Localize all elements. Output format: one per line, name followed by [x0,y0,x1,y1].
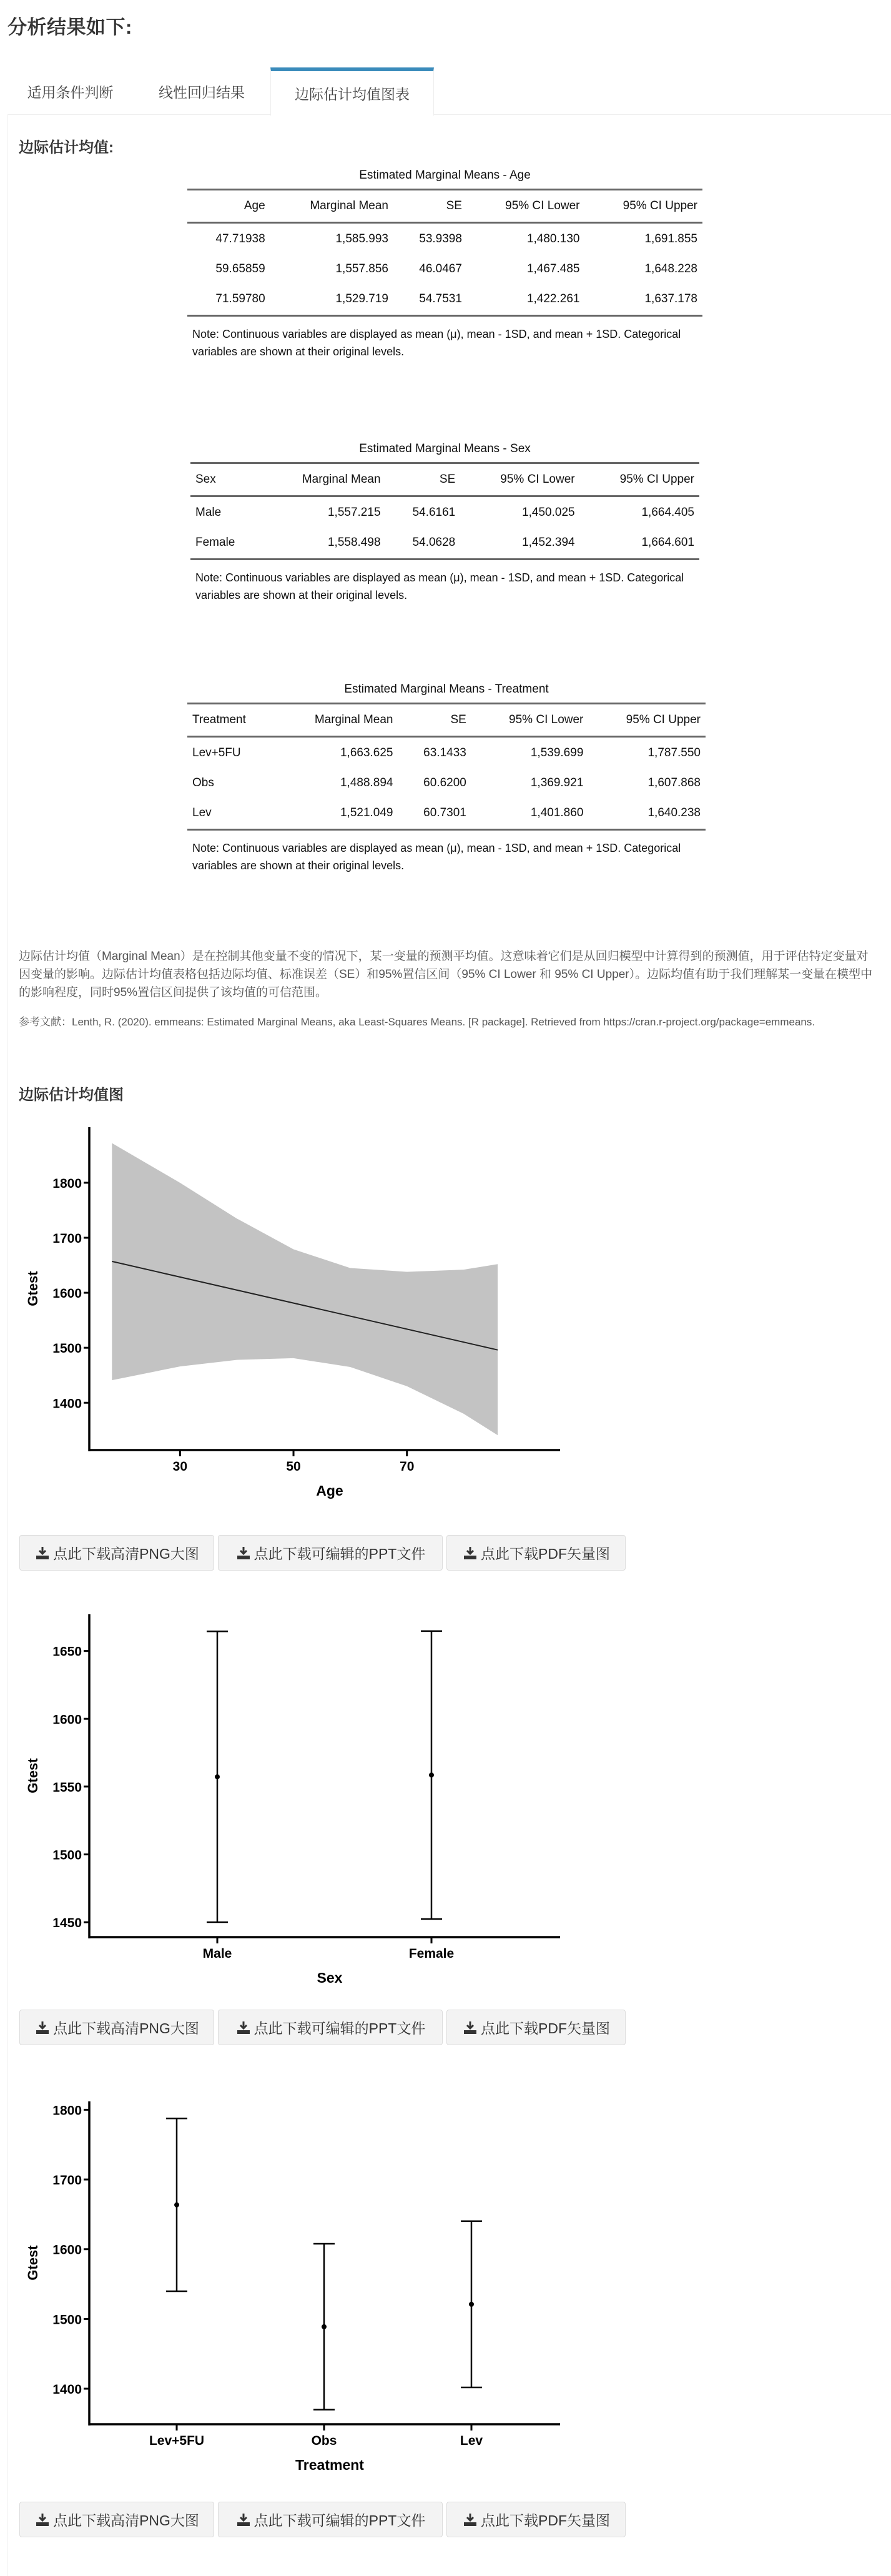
col-header: SE [439,473,456,486]
x-tick-label: Female [408,1947,455,1961]
cell: 1,529.719 [335,292,388,305]
table-caption: Estimated Marginal Means - Sex [359,442,531,455]
download-png-button[interactable] [19,1535,214,1571]
table [190,462,699,560]
button-label: 点此下载高清PNG大图 [53,2020,199,2036]
col-header: Age [244,199,265,212]
cell: 1,607.868 [647,776,701,789]
cell: 1,557.856 [335,262,388,275]
col-header: 95% CI Lower [509,713,584,726]
button-label: 点此下载高清PNG大图 [53,2512,199,2529]
col-header: SE [446,199,462,212]
download-pdf-button[interactable] [446,1535,626,1571]
y-tick-label: 1500 [52,1341,82,1356]
download-icon [462,2020,478,2036]
cell: 1,467.485 [526,262,580,275]
button-label: 点此下载可编辑的PPT文件 [254,2512,426,2529]
download-png-button[interactable] [19,2010,214,2045]
col-header: Marginal Mean [302,473,381,486]
mean-point [174,2203,179,2208]
x-tick-label: Male [202,1947,232,1961]
cell: 1,452.394 [522,536,575,549]
table [187,703,706,831]
table-row [187,223,702,254]
cell: 71.59780 [215,292,265,305]
tab-marginal-means[interactable]: 边际估计均值图表 [270,67,434,116]
download-buttons-treatment [19,2502,626,2537]
cell: 60.7301 [423,806,466,819]
y-tick-label: 1550 [52,1780,82,1795]
y-tick-label: 1650 [52,1644,82,1659]
emm-table-age [187,169,702,360]
button-label: 点此下载可编辑的PPT文件 [254,1546,426,1562]
col-header: Treatment [192,713,246,726]
download-ppt-button[interactable] [218,2502,443,2537]
download-ppt-button[interactable] [218,2010,443,2045]
table-row [187,797,706,830]
download-icon [235,1545,252,1561]
cell: 54.6161 [412,506,456,519]
table-row [187,254,702,284]
chart-sex [0,1605,587,2005]
y-tick-label: 1700 [52,2173,82,2188]
x-tick-label: Lev [460,2434,483,2448]
table-note: Note: Continuous variables are displayed as mean (μ), mean - 1SD, and mean + 1SD. Categorical variables are shown at their original levels. [192,842,681,872]
col-header: 95% CI Lower [505,199,580,212]
col-header: 95% CI Upper [626,713,701,726]
cell: 53.9398 [419,232,462,245]
cell: 54.7531 [419,292,462,305]
col-header: Sex [195,473,216,486]
x-axis-label: Age [316,1483,343,1499]
section-title-emm: 边际估计均值: [19,139,114,156]
y-tick-label: 1500 [52,2312,82,2327]
cell: Lev [192,806,212,819]
button-label: 点此下载PDF矢量图 [481,1546,610,1562]
mean-point [429,1772,434,1777]
table-row [190,496,699,528]
cell: 1,664.405 [641,506,694,519]
confidence-band [112,1143,498,1436]
col-header: 95% CI Upper [619,473,694,486]
y-tick-label: 1400 [52,2382,82,2397]
y-tick-label: 1500 [52,1848,82,1863]
x-tick-label: Obs [311,2434,337,2448]
table-row [190,527,699,560]
download-icon [34,1545,51,1561]
cell: 1,558.498 [327,536,381,549]
download-icon [235,2020,252,2036]
cell: 1,369.921 [530,776,584,789]
table-header-row [187,704,706,737]
cell: 54.0628 [412,536,456,549]
download-icon [235,2512,252,2528]
table-row [187,767,706,797]
y-tick-label: 1600 [52,1286,82,1301]
download-icon [34,2512,51,2528]
download-buttons-age [19,1535,626,1571]
reference-citation: 参考文献：Lenth, R. (2020). emmeans: Estimated Marginal Means, aka Least-Squares Means. [R package]. Retrieved from https://cran.r-project.org/package=emmeans. [19,1016,815,1028]
button-label: 点此下载PDF矢量图 [481,2020,610,2036]
chart-treatment [0,2092,587,2492]
tab-bar [7,67,891,115]
col-header: Marginal Mean [310,199,388,212]
table-header-row [187,190,702,223]
cell: 1,787.550 [647,746,701,759]
table-header-row [190,463,699,496]
button-label: 点此下载PDF矢量图 [481,2512,610,2529]
y-axis-label: Gtest [25,1758,41,1794]
y-axis-label: Gtest [25,1271,41,1306]
x-tick-label: 30 [172,1459,188,1474]
x-axis-label: Treatment [295,2457,364,2473]
tab-linear-regression[interactable]: 线性回归结果 [159,84,245,101]
chart-age [0,1118,587,1517]
cell: Lev+5FU [192,746,241,759]
y-tick-label: 1700 [52,1231,82,1246]
table-caption: Estimated Marginal Means - Age [359,169,531,182]
cell: 1,401.860 [530,806,584,819]
y-tick-label: 1400 [52,1396,82,1411]
download-png-button[interactable] [19,2502,214,2537]
table-note: Note: Continuous variables are displayed as mean (μ), mean - 1SD, and mean + 1SD. Categorical variables are shown at their original levels. [192,328,681,358]
cell: 1,585.993 [335,232,388,245]
x-tick-label: 50 [286,1459,301,1474]
tab-assumption-check[interactable]: 适用条件判断 [27,84,114,101]
table-note: Note: Continuous variables are displayed as mean (μ), mean - 1SD, and mean + 1SD. Categorical variables are shown at their original levels. [195,571,684,601]
download-buttons-sex [19,2010,626,2045]
cell: 1,663.625 [340,746,393,759]
mean-point [215,1774,220,1779]
y-tick-label: 1450 [52,1916,82,1931]
x-tick-label: 70 [400,1459,415,1474]
y-tick-label: 1800 [52,1176,82,1191]
cell: Obs [192,776,214,789]
section-title-plots: 边际估计均值图 [19,1087,124,1103]
emm-description: 边际估计均值（Marginal Mean）是在控制其他变量不变的情况下，某一变量的预测平均值。这意味着它们是从回归模型中计算得到的预测值，用于评估特定变量对因变量的影响。边际估计均值表格包括边际均值、标准误差（SE）和95%置信区间（95% CI Lower 和 95% CI Upper）。边际均值有助于我们理解某一变量在模型中的影响程度，同时95%置信区间提供了该均值的可信范围。 [19,950,873,999]
cell: 1,691.855 [644,232,697,245]
y-tick-label: 1600 [52,1712,82,1727]
cell: 1,637.178 [644,292,697,305]
cell: 1,664.601 [641,536,694,549]
table-row [187,284,702,316]
cell: 1,557.215 [327,506,381,519]
mean-point [469,2302,474,2307]
cell: 47.71938 [215,232,265,245]
cell: Female [195,536,235,549]
cell: 1,422.261 [526,292,580,305]
download-pdf-button[interactable] [446,2010,626,2045]
download-icon [34,2020,51,2036]
col-header: Marginal Mean [314,713,393,726]
cell: 59.65859 [215,262,265,275]
x-tick-label: Lev+5FU [149,2434,205,2448]
cell: 1,450.025 [522,506,575,519]
emm-table-treatment [187,683,706,874]
cell: Male [195,506,222,519]
download-pdf-button[interactable] [446,2502,626,2537]
download-icon [462,2512,478,2528]
button-label: 点此下载高清PNG大图 [53,1546,199,1562]
download-ppt-button[interactable] [218,1535,443,1571]
cell: 1,480.130 [526,232,580,245]
page-title: 分析结果如下: [7,16,132,38]
y-axis-label: Gtest [25,2245,41,2281]
cell: 1,521.049 [340,806,393,819]
cell: 63.1433 [423,746,466,759]
col-header: SE [450,713,466,726]
emm-table-sex [190,442,699,604]
table [187,189,702,317]
cell: 1,648.228 [644,262,697,275]
cell: 1,488.894 [340,776,393,789]
cell: 60.6200 [423,776,466,789]
table-caption: Estimated Marginal Means - Treatment [344,683,549,696]
col-header: 95% CI Lower [500,473,575,486]
table-row [187,737,706,768]
download-icon [462,1545,478,1561]
cell: 1,539.699 [530,746,584,759]
cell: 46.0467 [419,262,462,275]
x-axis-label: Sex [317,1970,343,1986]
y-tick-label: 1600 [52,2243,82,2258]
y-tick-label: 1800 [52,2103,82,2118]
mean-point [322,2324,327,2329]
button-label: 点此下载可编辑的PPT文件 [254,2020,426,2036]
col-header: 95% CI Upper [623,199,697,212]
cell: 1,640.238 [647,806,701,819]
